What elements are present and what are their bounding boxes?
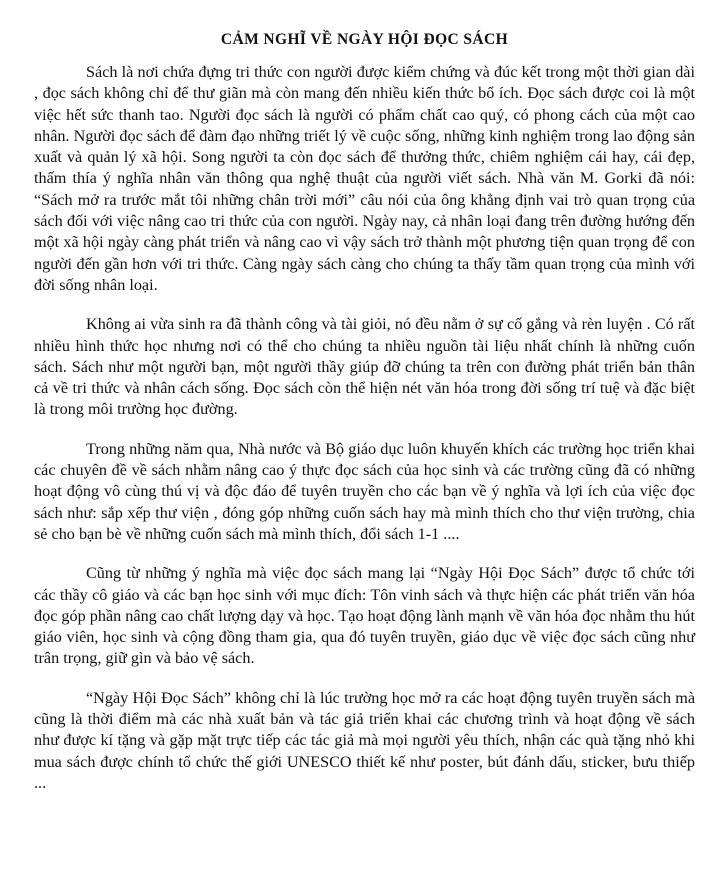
paragraph-3: Trong những năm qua, Nhà nước và Bộ giáo dục luôn khuyến khích các trường học triển khai các chuyên đề về sách nhằm nâng cao ý thực đọc sách của học sinh và các trường cũng đã có những hoạt động vô cùng thú vị và độc đáo để tuyên truyền cho các bạn về ý nghĩa và lợi ích của việc đọc sách như: sắp xếp thư viện , đóng góp những cuốn sách hay mà mình thích cho thư viện trường, chia sẻ cho bạn bè về những cuốn sách mà mình thích, đổi sách 1-1 .... bbox=[34, 439, 695, 543]
paragraph-2: Không ai vừa sinh ra đã thành công và tài giỏi, nó đều nằm ở sự cố gắng và rèn luyện . Có rất nhiều hình thức học nhưng nơi có thể cho chúng ta nhiều nguồn tài liệu nhất chính là những cuốn sách. Sách như một người bạn, một người thầy giúp đỡ chúng ta trên con đường phát triển bản thân cả về tri thức và nhân cách sống. Đọc sách còn thể hiện nét văn hóa trong đời sống trí tuệ và đặc biệt là trong môi trường học đường. bbox=[34, 315, 695, 419]
document-title: CẢM NGHĨ VỀ NGÀY HỘI ĐỌC SÁCH bbox=[220, 31, 509, 48]
paragraph-1: Sách là nơi chứa đựng tri thức con người được kiểm chứng và đúc kết trong một thời gian dài , đọc sách không chỉ để thư giãn mà còn mang đến nhiều kiến thức bổ ích. Đọc sách được coi là một việc hết sức thanh tao. Người đọc sách là người có phẩm chất cao quý, có phong cách của một cao nhân. Người đọc sách để đàm đạo những triết lý về cuộc sống, những kinh nghiệm trong lao động sản xuất và quản lý xã hội. Song người ta còn đọc sách để thưởng thức, chiêm nghiệm cái hay, cái đẹp, thấm thía ý nghĩa nhân văn thông qua nghệ thuật của người viết sách. Nhà văn M. Gorki đã nói: “Sách mở ra trước mắt tôi những chân trời mới” câu nói của ông khẳng định vai trò quan trọng của sách đối với việc nâng cao tri thức của con người. Ngày nay, cả nhân loại đang trên đường hướng đến một xã hội ngày càng phát triển và nâng cao vì vậy sách trở thành một phương tiện quan trọng để con người đến gần hơn với tri thức. Càng ngày sách càng cho chúng ta thấy tầm quan trọng của mình với đời sống nhân loại. bbox=[34, 63, 695, 294]
paragraph-5: “Ngày Hội Đọc Sách” không chỉ là lúc trường học mở ra các hoạt động tuyên truyền sách mà cũng là thời điểm mà các nhà xuất bản và tác giả triển khai các chương trình và hoạt động về sách như được kí tặng và gặp mặt trực tiếp các tác giả mà mọi người yêu thích, nhận các quà tặng nhỏ khi mua sách được chính tổ chức thế giới UNESCO thiết kế như poster, bút đánh dấu, sticker, bưu thiếp ... bbox=[34, 688, 695, 792]
paragraph-4: Cũng từ những ý nghĩa mà việc đọc sách mang lại “Ngày Hội Đọc Sách” được tổ chức tới các thầy cô giáo và các bạn học sinh với mục đích: Tôn vinh sách và thực hiện các phát triển văn hóa đọc góp phần nâng cao chất lượng dạy và học. Tạo hoạt động lành mạnh về văn hóa đọc nhằm thu hút giáo viên, học sinh và cộng đồng tham gia, qua đó tuyên truyền, giáo dục về việc đọc sách cũng như trân trọng, giữ gìn và bảo vệ sách. bbox=[34, 564, 695, 668]
